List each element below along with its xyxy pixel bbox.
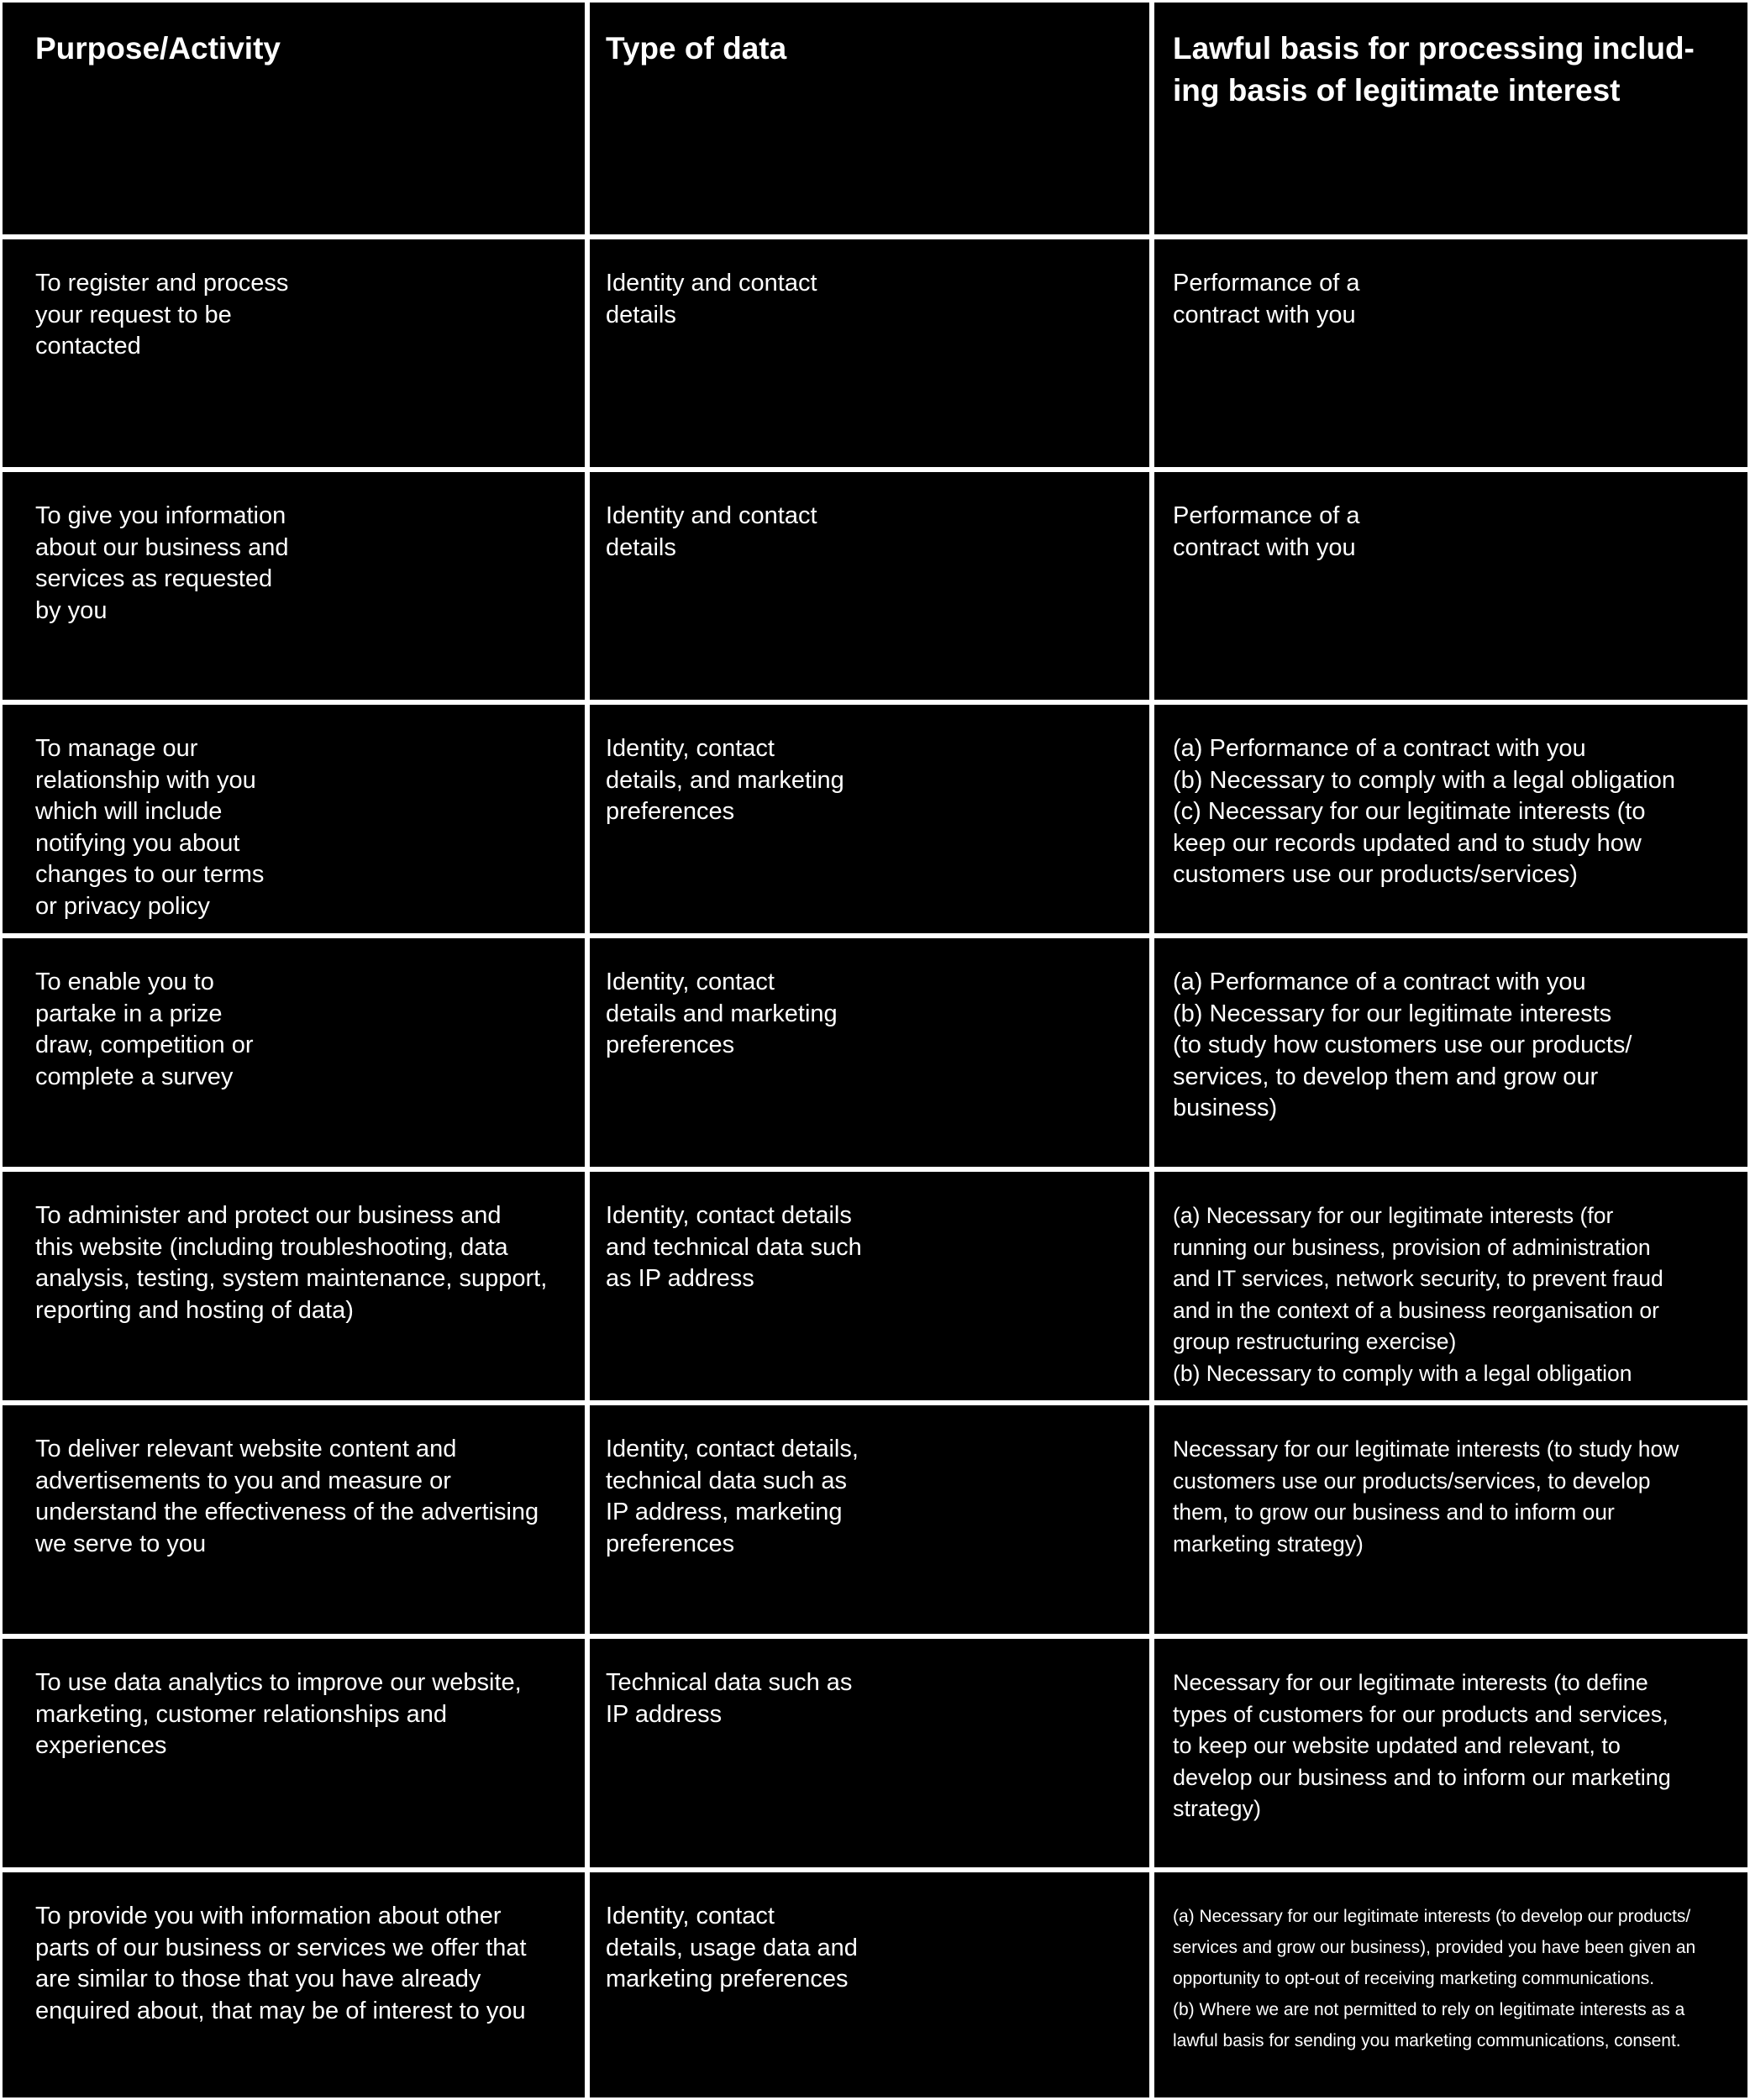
row-6-basis: Necessary for our legitimate interests (to study how customers use our products/services, to develop them, to grow our business and to inform our marketing strategy) — [1152, 1403, 1750, 1636]
row-1-purpose: To register and process your request to be contacted — [0, 237, 587, 470]
row-4-type: Identity, contact details and marketing preferences — [587, 936, 1152, 1169]
row-2-purpose: To give you information about our business and services as requested by you — [0, 470, 587, 702]
header-basis — [1152, 0, 1750, 237]
header-purpose — [0, 0, 587, 237]
row-7-purpose: To use data analytics to improve our website, marketing, customer relationships and experiences — [0, 1636, 587, 1870]
row-1-type: Identity and contact details — [587, 237, 1152, 470]
row-8-basis: (a) Necessary for our legitimate interests (to develop our products/ services and grow our business), provided you have been given an opportunity to opt-out of receiving marketing communications. (b) Where we are not permitted to rely on legitimate interests as a lawful basis for sending you marketing communications, consent. — [1152, 1870, 1750, 2100]
row-4-basis: (a) Performance of a contract with you (b) Necessary for our legitimate interests (to study how customers use our products/ services, to develop them and grow our business) — [1152, 936, 1750, 1169]
header-type — [587, 0, 1152, 237]
row-2-basis: Performance of a contract with you — [1152, 470, 1750, 702]
row-3-basis: (a) Performance of a contract with you (b) Necessary to comply with a legal obligation (c) Necessary for our legitimate interests (to keep our records updated and to study how customers use our products/services) — [1152, 702, 1750, 936]
row-2-type: Identity and contact details — [587, 470, 1152, 702]
row-3-type: Identity, contact details, and marketing preferences — [587, 702, 1152, 936]
header-type-label: Type of data — [606, 31, 787, 66]
row-7-basis: Necessary for our legitimate interests (to define types of customers for our products and services, to keep our website updated and relevant, to develop our business and to inform our marketing strategy) — [1152, 1636, 1750, 1870]
header-basis-label: Lawful basis for processing includ- ing basis of legitimate interest — [1173, 31, 1695, 108]
row-3-purpose: To manage our relationship with you which will include notifying you about changes to our terms or privacy policy — [0, 702, 587, 936]
row-8-purpose: To provide you with information about other parts of our business or services we offer that are similar to those that you have already enquired about, that may be of interest to you — [0, 1870, 587, 2100]
row-4-purpose: To enable you to partake in a prize draw, competition or complete a survey — [0, 936, 587, 1169]
row-5-basis: (a) Necessary for our legitimate interests (for running our business, provision of administration and IT services, network security, to prevent fraud and in the context of a business reorganisation or group restructuring exercise) (b) Necessary to comply with a legal obligation — [1152, 1169, 1750, 1403]
row-5-purpose: To administer and protect our business and this website (including troubleshooting, data analysis, testing, system maintenance, support, reporting and hosting of data) — [0, 1169, 587, 1403]
row-1-basis: Performance of a contract with you — [1152, 237, 1750, 470]
header-purpose-label: Purpose/Activity — [35, 31, 281, 66]
row-5-type: Identity, contact details and technical data such as IP address — [587, 1169, 1152, 1403]
row-6-type: Identity, contact details, technical data such as IP address, marketing preferences — [587, 1403, 1152, 1636]
row-7-type: Technical data such as IP address — [587, 1636, 1152, 1870]
row-8-type: Identity, contact details, usage data and marketing preferences — [587, 1870, 1152, 2100]
row-6-purpose: To deliver relevant website content and advertisements to you and measure or understand the effectiveness of the advertising we serve to you — [0, 1403, 587, 1636]
